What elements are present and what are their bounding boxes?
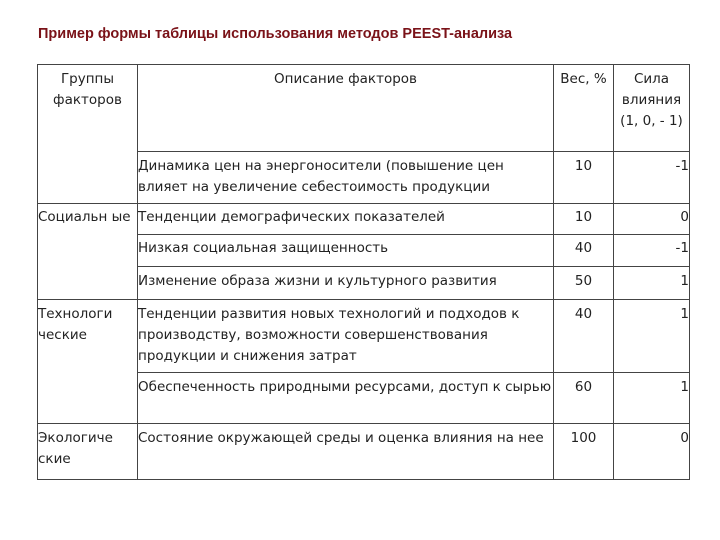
table-row (38, 152, 690, 204)
factor-weight: 50 (554, 267, 614, 300)
peest-table (37, 64, 690, 480)
factor-description: Динамика цен на энергоносители (повышение цен влияет на увеличение себестоимость продукции (138, 152, 554, 204)
header-weight: Вес, % (554, 65, 614, 152)
factor-description: Обеспеченность природными ресурсами, доступ к сырью (138, 373, 554, 424)
table-row (38, 424, 690, 480)
table-row (38, 204, 690, 235)
group-technological: Технологи ческие (38, 300, 138, 424)
table-row (38, 300, 690, 373)
header-groups: Группы факторов (38, 65, 138, 152)
factor-weight: 40 (554, 300, 614, 373)
factor-description: Низкая социальная защищенность (138, 235, 554, 267)
table-header-row (38, 65, 690, 152)
factor-strength: 1 (614, 373, 690, 424)
factor-strength: 1 (614, 300, 690, 373)
factor-description: Состояние окружающей среды и оценка влияния на нее (138, 424, 554, 480)
group-social: Социальн ые (38, 204, 138, 300)
factor-description: Изменение образа жизни и культурного развития (138, 267, 554, 300)
factor-strength: -1 (614, 235, 690, 267)
factor-weight: 100 (554, 424, 614, 480)
factor-strength: 0 (614, 424, 690, 480)
factor-weight: 60 (554, 373, 614, 424)
group-ecological: Экологиче ские (38, 424, 138, 480)
factor-description: Тенденции развития новых технологий и подходов к производству, возможности совершенствования продукции и снижения затрат (138, 300, 554, 373)
header-description: Описание факторов (138, 65, 554, 152)
factor-strength: 1 (614, 267, 690, 300)
factor-description: Тенденции демографических показателей (138, 204, 554, 235)
factor-weight: 40 (554, 235, 614, 267)
group-cell-empty (38, 152, 138, 204)
header-strength: Сила влияния (1, 0, - 1) (614, 65, 690, 152)
factor-weight: 10 (554, 152, 614, 204)
factor-strength: 0 (614, 204, 690, 235)
factor-weight: 10 (554, 204, 614, 235)
page-title: Пример формы таблицы использования методов PEEST-анализа (38, 26, 513, 42)
factor-strength: -1 (614, 152, 690, 204)
